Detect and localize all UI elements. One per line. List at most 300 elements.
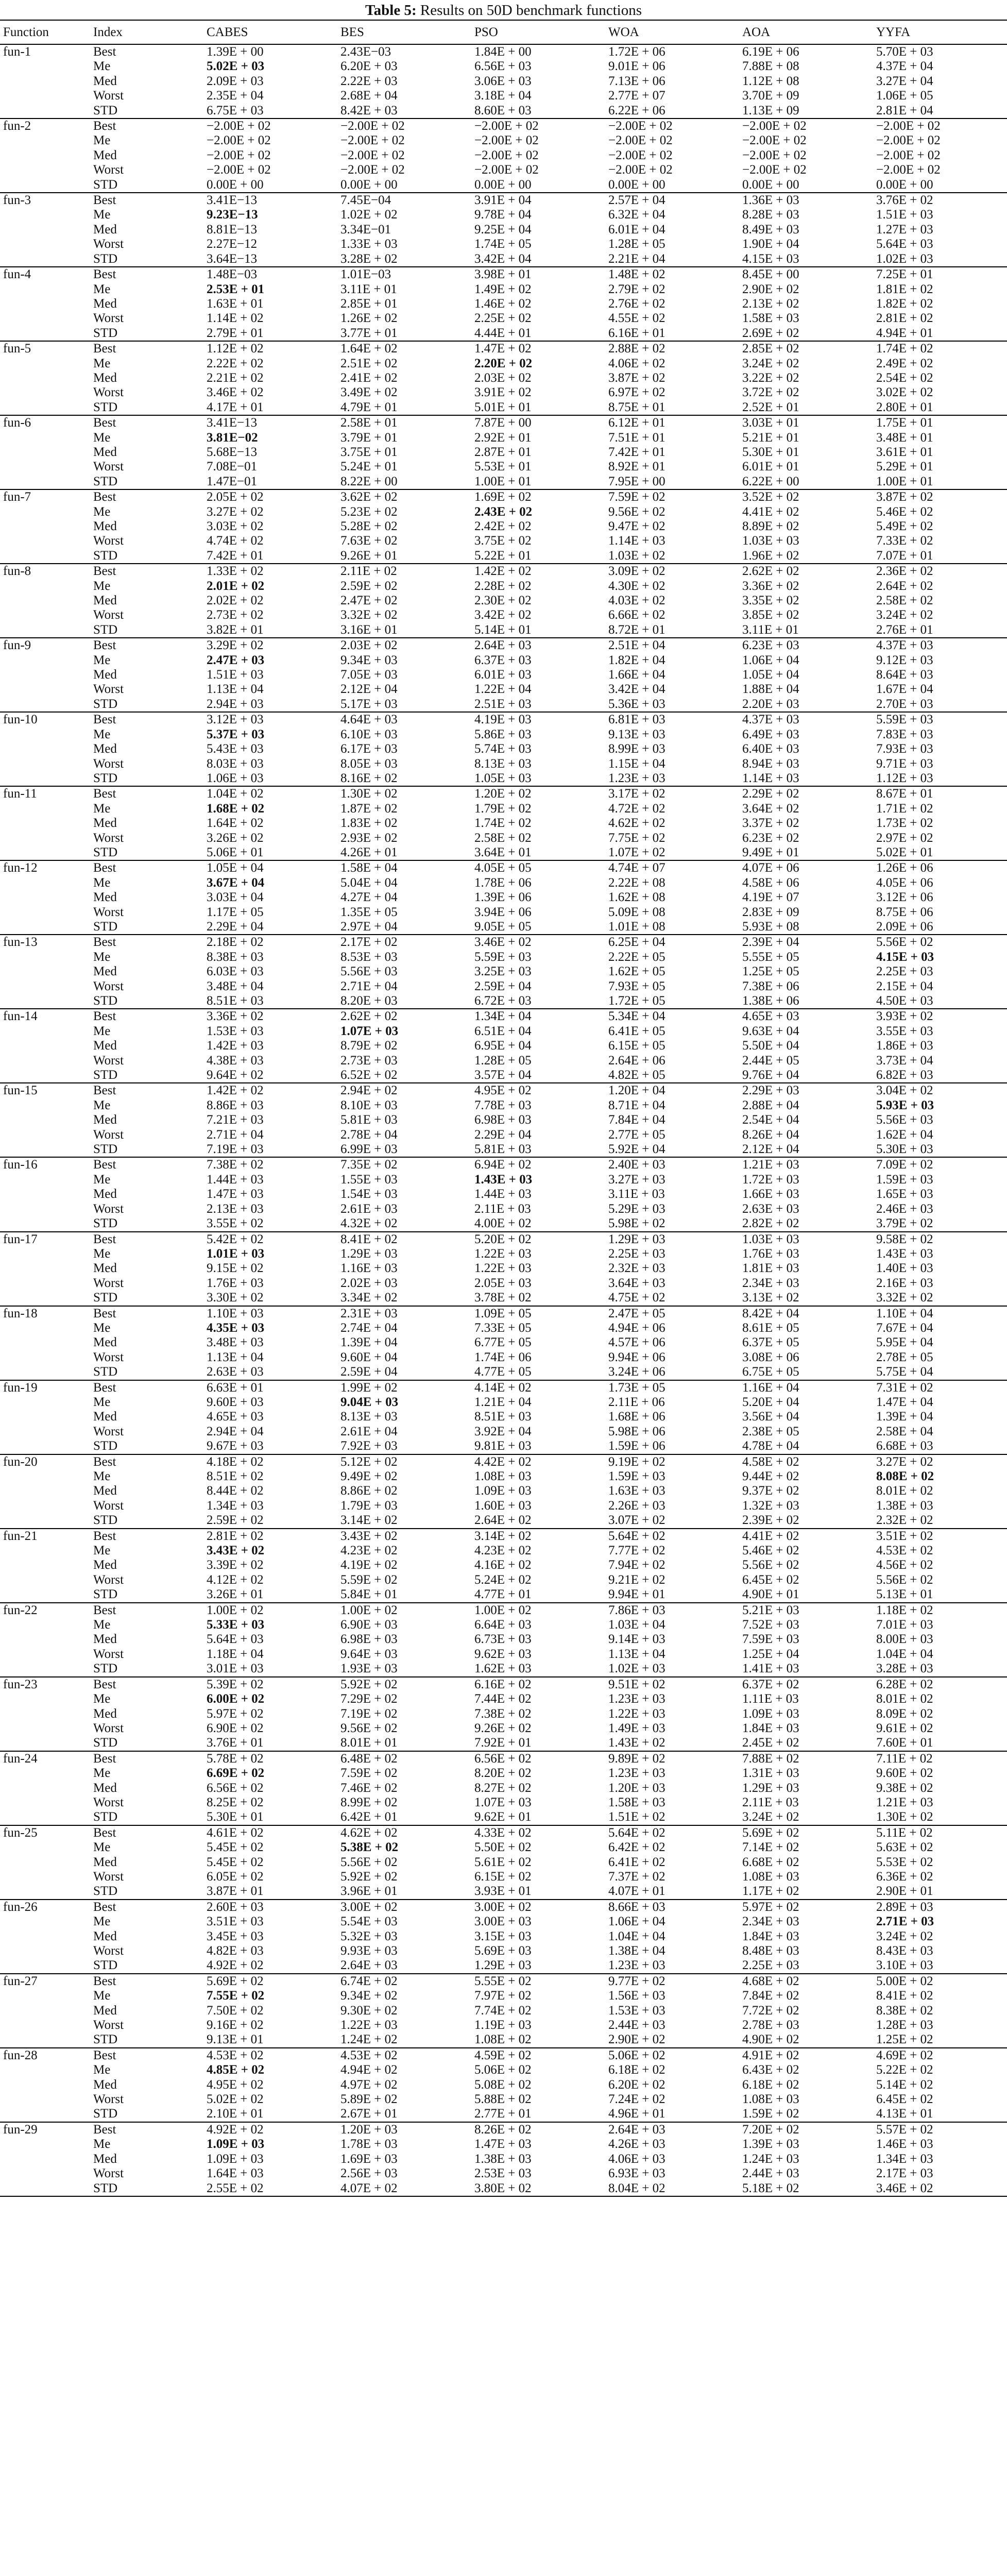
function-name-cell: fun-29	[3, 2122, 38, 2137]
value-cell: 1.58E + 03	[608, 1795, 665, 1809]
table-row	[0, 1900, 1007, 1914]
value-cell: −2.00E + 02	[608, 163, 673, 177]
value-cell: 5.08E + 02	[474, 2077, 532, 2092]
function-name-cell	[0, 1573, 90, 1587]
index-cell: Best	[93, 45, 116, 59]
value-cell: 2.18E + 02	[207, 935, 264, 950]
function-name-cell	[0, 1692, 90, 1706]
value-cell: 3.45E + 03	[207, 1929, 264, 1943]
function-name-cell: fun-17	[3, 1232, 38, 1246]
value-cell: 3.14E + 02	[337, 1513, 471, 1528]
value-cell: 1.74E + 05	[474, 237, 532, 251]
value-cell: 9.47E + 02	[608, 519, 665, 533]
value-cell: 8.05E + 03	[340, 756, 398, 771]
function-name-cell	[0, 1884, 90, 1899]
value-cell: 6.22E + 06	[605, 104, 739, 118]
value-cell: 3.55E + 02	[203, 1216, 337, 1231]
table-row	[0, 1529, 1007, 1544]
value-cell: 3.02E + 02	[876, 385, 933, 400]
index-cell: Worst	[93, 1572, 124, 1587]
index-cell: Worst	[93, 2018, 124, 2032]
index-cell: STD	[90, 1513, 203, 1528]
value-cell: 1.64E + 03	[207, 2166, 264, 2181]
value-cell: 3.52E + 02	[742, 490, 799, 504]
value-cell: 3.77E + 01	[337, 326, 471, 341]
value-cell: 2.82E + 02	[739, 1216, 873, 1231]
value-cell: 0.00E + 00	[873, 178, 1007, 193]
value-cell: 6.68E + 03	[873, 1439, 1007, 1454]
function-name-cell	[0, 474, 90, 489]
value-cell: 2.64E + 03	[337, 1958, 471, 1973]
table-row	[0, 1454, 1007, 1469]
value-cell: 9.04E + 03	[340, 1395, 399, 1409]
value-cell: 6.41E + 02	[608, 1855, 665, 1869]
table-row	[0, 638, 1007, 653]
table-row	[0, 1380, 1007, 1395]
function-name-cell	[0, 668, 90, 682]
value-cell: 5.46E + 02	[742, 1544, 799, 1558]
index-cell: Best	[93, 1158, 116, 1172]
function-name-cell	[0, 905, 90, 920]
value-cell: 2.71E + 03	[876, 1914, 934, 1929]
value-cell: 3.12E + 06	[876, 890, 933, 905]
function-name-cell: fun-14	[3, 1009, 38, 1024]
value-cell: 4.72E + 02	[608, 801, 665, 816]
value-cell: 1.17E + 02	[739, 1884, 873, 1899]
value-cell: 6.75E + 03	[203, 104, 337, 118]
value-cell: 2.42E + 02	[474, 519, 532, 533]
value-cell: 6.32E + 04	[608, 208, 665, 222]
index-cell: Worst	[93, 1053, 124, 1067]
value-cell: 2.15E + 04	[876, 979, 933, 993]
header-aoa: AOA	[739, 20, 873, 44]
table-row	[0, 118, 1007, 133]
value-cell: 2.80E + 01	[873, 400, 1007, 415]
value-cell: 2.64E + 03	[474, 638, 532, 653]
value-cell: 2.25E + 02	[474, 311, 532, 326]
value-cell: 6.49E + 03	[742, 727, 799, 741]
function-name-cell	[0, 1365, 90, 1380]
function-name-cell: fun-8	[3, 564, 31, 579]
value-cell: 7.88E + 08	[742, 59, 799, 74]
value-cell: 1.42E + 02	[474, 564, 532, 579]
function-name-cell: fun-21	[3, 1529, 38, 1543]
value-cell: 3.72E + 02	[742, 385, 799, 400]
value-cell: 5.97E + 02	[742, 1900, 799, 1914]
value-cell: 2.21E + 04	[605, 252, 739, 267]
index-cell: STD	[90, 549, 203, 564]
table-row	[0, 1736, 1007, 1751]
value-cell: 1.65E + 03	[876, 1187, 933, 1201]
value-cell: 2.71E + 04	[340, 979, 398, 993]
value-cell: 4.18E + 02	[207, 1454, 264, 1469]
function-name-cell	[0, 1632, 90, 1647]
index-cell: Med	[93, 1706, 117, 1721]
value-cell: 7.31E + 02	[876, 1380, 933, 1395]
value-cell: 1.20E + 03	[340, 2122, 398, 2137]
value-cell: 7.33E + 05	[474, 1320, 532, 1335]
value-cell: 3.04E + 02	[876, 1083, 933, 1098]
value-cell: 8.64E + 03	[876, 668, 933, 682]
value-cell: 6.18E + 02	[608, 2063, 665, 2077]
value-cell: 6.93E + 03	[608, 2166, 665, 2181]
value-cell: 1.99E + 02	[340, 1380, 398, 1395]
value-cell: 3.61E + 01	[876, 445, 933, 459]
value-cell: 5.92E + 02	[340, 1869, 398, 1884]
value-cell: 5.32E + 03	[340, 1929, 398, 1943]
function-name-cell: fun-2	[3, 119, 31, 133]
function-name-cell	[0, 1558, 90, 1572]
value-cell: 8.00E + 03	[876, 1632, 933, 1647]
value-cell: 8.01E + 02	[876, 1692, 933, 1706]
function-name-cell	[0, 1054, 90, 1068]
index-cell: STD	[90, 1365, 203, 1380]
value-cell: 5.22E + 02	[876, 2063, 933, 2077]
function-name-cell	[0, 89, 90, 103]
value-cell: 8.01E + 02	[876, 1484, 933, 1498]
value-cell: 1.06E + 04	[608, 1914, 665, 1929]
index-cell: Med	[93, 2077, 117, 2092]
index-cell: STD	[90, 252, 203, 267]
table-row	[0, 860, 1007, 875]
value-cell: 8.20E + 03	[337, 994, 471, 1009]
value-cell: 3.03E + 01	[742, 416, 799, 430]
index-cell: Med	[93, 964, 117, 979]
value-cell: 3.56E + 04	[742, 1410, 799, 1424]
value-cell: 5.53E + 01	[474, 460, 532, 474]
index-cell: Worst	[93, 682, 124, 697]
value-cell: 1.09E + 03	[207, 2137, 265, 2151]
value-cell: 1.44E + 03	[474, 1187, 532, 1201]
index-cell: STD	[90, 474, 203, 489]
value-cell: 8.60E + 03	[471, 104, 605, 118]
index-cell: Best	[93, 638, 116, 653]
table-row	[0, 2063, 1007, 2077]
value-cell: 9.30E + 02	[340, 2003, 398, 2018]
value-cell: 9.62E + 03	[474, 1647, 532, 1661]
value-cell: 1.03E + 02	[605, 549, 739, 564]
function-name-cell	[0, 371, 90, 385]
index-cell: Best	[93, 2048, 116, 2062]
value-cell: 1.02E + 03	[605, 1662, 739, 1676]
value-cell: 5.02E + 01	[873, 845, 1007, 860]
value-cell: 9.56E + 02	[340, 1721, 398, 1735]
value-cell: 3.75E + 01	[340, 445, 398, 459]
value-cell: 6.22E + 00	[739, 474, 873, 489]
function-name-cell	[0, 623, 90, 638]
value-cell: −2.00E + 02	[207, 119, 271, 133]
index-cell: Med	[93, 742, 117, 756]
value-cell: 9.16E + 02	[207, 2018, 264, 2032]
function-name-cell: fun-22	[3, 1603, 38, 1617]
value-cell: 7.92E + 01	[471, 1736, 605, 1751]
index-cell: Best	[93, 861, 116, 875]
value-cell: 1.51E + 03	[207, 668, 264, 682]
value-cell: 4.91E + 02	[742, 2048, 799, 2062]
value-cell: 3.93E + 01	[471, 1884, 605, 1899]
value-cell: 7.38E + 02	[207, 1158, 264, 1172]
table-row	[0, 1321, 1007, 1335]
index-cell: Me	[93, 430, 111, 445]
table-row	[0, 311, 1007, 326]
value-cell: 1.08E + 03	[742, 2092, 799, 2107]
function-name-cell	[0, 326, 90, 341]
value-cell: 5.64E + 03	[207, 1632, 264, 1647]
function-name-cell	[0, 2063, 90, 2077]
table-row	[0, 252, 1007, 267]
value-cell: 3.09E + 02	[608, 564, 665, 579]
index-cell: Med	[93, 1335, 117, 1350]
value-cell: 2.02E + 02	[207, 594, 264, 608]
value-cell: 9.49E + 02	[340, 1469, 398, 1483]
value-cell: 1.86E + 03	[876, 1039, 933, 1053]
function-name-cell	[0, 534, 90, 548]
index-cell: Me	[93, 950, 111, 964]
value-cell: 9.61E + 02	[876, 1721, 933, 1735]
value-cell: 3.24E + 02	[876, 1929, 933, 1943]
value-cell: 1.22E + 03	[474, 1246, 532, 1261]
value-cell: 1.48E−03	[207, 267, 258, 282]
value-cell: 4.74E + 07	[608, 861, 665, 875]
value-cell: 6.98E + 03	[340, 1632, 398, 1647]
value-cell: 1.25E + 05	[742, 964, 799, 979]
value-cell: 6.25E + 04	[608, 935, 665, 950]
table-row	[0, 1766, 1007, 1781]
value-cell: 6.63E + 01	[207, 1380, 264, 1395]
header-index: Index	[90, 20, 203, 44]
function-name-cell	[0, 876, 90, 890]
value-cell: 1.62E + 04	[876, 1127, 933, 1142]
index-cell: Best	[93, 564, 116, 579]
value-cell: 1.10E + 04	[876, 1306, 933, 1320]
index-cell: Me	[93, 208, 111, 222]
function-name-cell: fun-28	[3, 2048, 38, 2062]
value-cell: 3.24E + 06	[605, 1365, 739, 1380]
index-cell: Me	[93, 1766, 111, 1781]
value-cell: 1.02E + 02	[340, 208, 398, 222]
index-cell: Me	[93, 1469, 111, 1483]
value-cell: 2.03E + 02	[340, 638, 398, 653]
value-cell: 1.13E + 04	[207, 1350, 264, 1364]
table-row	[0, 1825, 1007, 1840]
value-cell: 4.15E + 03	[876, 950, 934, 964]
value-cell: 6.18E + 02	[742, 2077, 799, 2092]
value-cell: 9.44E + 02	[742, 1469, 799, 1483]
value-cell: 1.62E + 03	[471, 1662, 605, 1676]
value-cell: 2.59E + 02	[340, 579, 398, 593]
value-cell: 5.38E + 02	[340, 1840, 399, 1855]
value-cell: 1.17E + 05	[207, 905, 264, 919]
value-cell: 6.99E + 03	[337, 1142, 471, 1157]
value-cell: 1.39E + 04	[876, 1410, 933, 1424]
table-row	[0, 1306, 1007, 1321]
function-name-cell	[0, 1647, 90, 1662]
value-cell: 9.78E + 04	[474, 208, 532, 222]
value-cell: 2.22E + 05	[608, 950, 665, 964]
value-cell: 1.42E + 03	[207, 1039, 264, 1053]
value-cell: 1.00E + 02	[474, 1603, 532, 1617]
function-name-cell	[0, 1261, 90, 1276]
value-cell: 2.26E + 03	[608, 1498, 665, 1513]
value-cell: 3.57E + 04	[471, 1068, 605, 1083]
value-cell: 3.39E + 02	[207, 1558, 264, 1572]
function-name-cell	[0, 1039, 90, 1053]
value-cell: 4.19E + 03	[474, 713, 532, 727]
value-cell: 3.35E + 02	[742, 594, 799, 608]
value-cell: 6.90E + 02	[207, 1721, 264, 1735]
value-cell: 7.09E + 02	[876, 1158, 933, 1172]
value-cell: 1.39E + 06	[474, 890, 532, 905]
value-cell: 5.56E + 02	[876, 1572, 933, 1587]
index-cell: STD	[90, 771, 203, 786]
table-row	[0, 579, 1007, 594]
value-cell: 1.00E + 01	[471, 474, 605, 489]
value-cell: 1.90E + 04	[742, 237, 799, 251]
function-name-cell	[0, 2166, 90, 2181]
value-cell: 4.12E + 02	[207, 1572, 264, 1587]
index-cell: Me	[93, 504, 111, 519]
value-cell: 5.89E + 02	[340, 2092, 398, 2107]
function-name-cell	[0, 297, 90, 311]
value-cell: 9.12E + 03	[876, 653, 933, 667]
value-cell: 3.27E + 02	[876, 1454, 933, 1469]
value-cell: 1.20E + 02	[474, 787, 532, 801]
value-cell: 2.51E + 02	[340, 356, 398, 370]
value-cell: 8.75E + 01	[605, 400, 739, 415]
value-cell: 3.27E + 04	[876, 74, 933, 88]
value-cell: 1.29E + 03	[608, 1232, 665, 1246]
value-cell: 7.95E + 00	[605, 474, 739, 489]
function-name-cell	[0, 727, 90, 742]
value-cell: 2.13E + 03	[207, 1201, 264, 1216]
table-row	[0, 1024, 1007, 1039]
value-cell: 2.29E + 02	[742, 787, 799, 801]
value-cell: 9.25E + 04	[474, 222, 532, 236]
function-name-cell	[0, 1544, 90, 1558]
value-cell: 9.38E + 02	[876, 1781, 933, 1795]
value-cell: 5.36E + 03	[605, 697, 739, 712]
index-cell: Med	[93, 2151, 117, 2166]
value-cell: 8.94E + 03	[742, 756, 799, 771]
index-cell: Med	[93, 222, 117, 236]
function-name-cell	[0, 1410, 90, 1424]
value-cell: 5.56E + 02	[876, 935, 933, 950]
function-name-cell	[0, 59, 90, 74]
value-cell: 9.34E + 03	[340, 653, 398, 667]
function-name-cell	[0, 1187, 90, 1201]
value-cell: 2.90E + 01	[873, 1884, 1007, 1899]
value-cell: 7.01E + 03	[876, 1618, 933, 1632]
value-cell: 8.28E + 03	[742, 208, 799, 222]
value-cell: 4.19E + 02	[340, 1558, 398, 1572]
value-cell: 1.47E + 03	[207, 1187, 264, 1201]
value-cell: 3.92E + 04	[474, 1424, 532, 1438]
function-name-cell	[0, 1707, 90, 1721]
value-cell: 1.60E + 03	[474, 1498, 532, 1513]
table-row	[0, 786, 1007, 801]
function-name-cell	[0, 1662, 90, 1676]
value-cell: 3.10E + 03	[873, 1958, 1007, 1973]
value-cell: 3.98E + 01	[474, 267, 532, 282]
value-cell: −2.00E + 02	[742, 148, 807, 162]
caption-label: Table 5:	[365, 2, 417, 19]
value-cell: 1.28E + 03	[876, 2018, 933, 2032]
value-cell: 8.86E + 03	[207, 1098, 264, 1112]
index-cell: Best	[93, 1232, 116, 1246]
value-cell: 5.04E + 04	[340, 875, 398, 890]
value-cell: −2.00E + 02	[876, 163, 941, 177]
table-row	[0, 2032, 1007, 2047]
function-name-cell	[0, 994, 90, 1009]
value-cell: 1.09E + 05	[474, 1306, 532, 1320]
value-cell: 6.40E + 03	[742, 742, 799, 756]
function-name-cell: fun-1	[3, 45, 31, 59]
table-row	[0, 1216, 1007, 1231]
index-cell: Best	[93, 1603, 116, 1617]
value-cell: 2.92E + 01	[474, 430, 532, 445]
index-cell: STD	[90, 845, 203, 860]
value-cell: 3.85E + 02	[742, 608, 799, 622]
table-row	[0, 549, 1007, 564]
table-row	[0, 757, 1007, 771]
value-cell: 1.83E + 02	[340, 816, 398, 831]
value-cell: 2.20E + 02	[474, 356, 533, 370]
value-cell: 9.60E + 02	[876, 1766, 933, 1781]
index-cell: Med	[93, 519, 117, 533]
index-cell: Best	[93, 1454, 116, 1469]
function-name-cell	[0, 802, 90, 816]
value-cell: 3.79E + 01	[340, 430, 398, 445]
value-cell: 8.51E + 03	[474, 1410, 532, 1424]
value-cell: 6.43E + 02	[742, 2063, 799, 2077]
value-cell: 5.21E + 03	[742, 1603, 799, 1617]
value-cell: 1.13E + 04	[207, 682, 264, 697]
value-cell: 2.49E + 02	[876, 356, 933, 370]
function-name-cell: fun-26	[3, 1900, 38, 1914]
value-cell: 6.17E + 03	[340, 742, 398, 756]
value-cell: 4.90E + 01	[739, 1587, 873, 1602]
value-cell: 1.59E + 06	[605, 1439, 739, 1454]
value-cell: 4.53E + 02	[876, 1544, 933, 1558]
value-cell: 3.26E + 01	[203, 1587, 337, 1602]
value-cell: 7.93E + 05	[608, 979, 665, 993]
value-cell: 2.41E + 02	[340, 370, 398, 385]
value-cell: 1.26E + 06	[876, 861, 933, 875]
value-cell: 3.24E + 02	[742, 356, 799, 370]
value-cell: 2.79E + 01	[203, 326, 337, 341]
index-cell: Med	[93, 1558, 117, 1572]
value-cell: 8.51E + 03	[203, 994, 337, 1009]
value-cell: −2.00E + 02	[608, 148, 673, 162]
index-cell: STD	[90, 1736, 203, 1751]
value-cell: 1.74E + 02	[876, 342, 933, 356]
value-cell: 1.71E + 02	[876, 801, 933, 816]
function-name-cell	[0, 1439, 90, 1454]
value-cell: 9.67E + 03	[203, 1439, 337, 1454]
function-name-cell	[0, 1291, 90, 1306]
function-name-cell	[0, 357, 90, 371]
value-cell: 2.29E + 03	[742, 1083, 799, 1098]
table-row	[0, 474, 1007, 489]
value-cell: 3.51E + 02	[876, 1529, 933, 1543]
index-cell: Med	[93, 1484, 117, 1498]
value-cell: 3.64E + 03	[608, 1276, 665, 1290]
value-cell: 6.52E + 02	[337, 1068, 471, 1083]
index-cell: Med	[93, 594, 117, 608]
value-cell: 1.13E + 09	[739, 104, 873, 118]
table-row	[0, 1677, 1007, 1692]
index-cell: Me	[93, 1692, 111, 1706]
